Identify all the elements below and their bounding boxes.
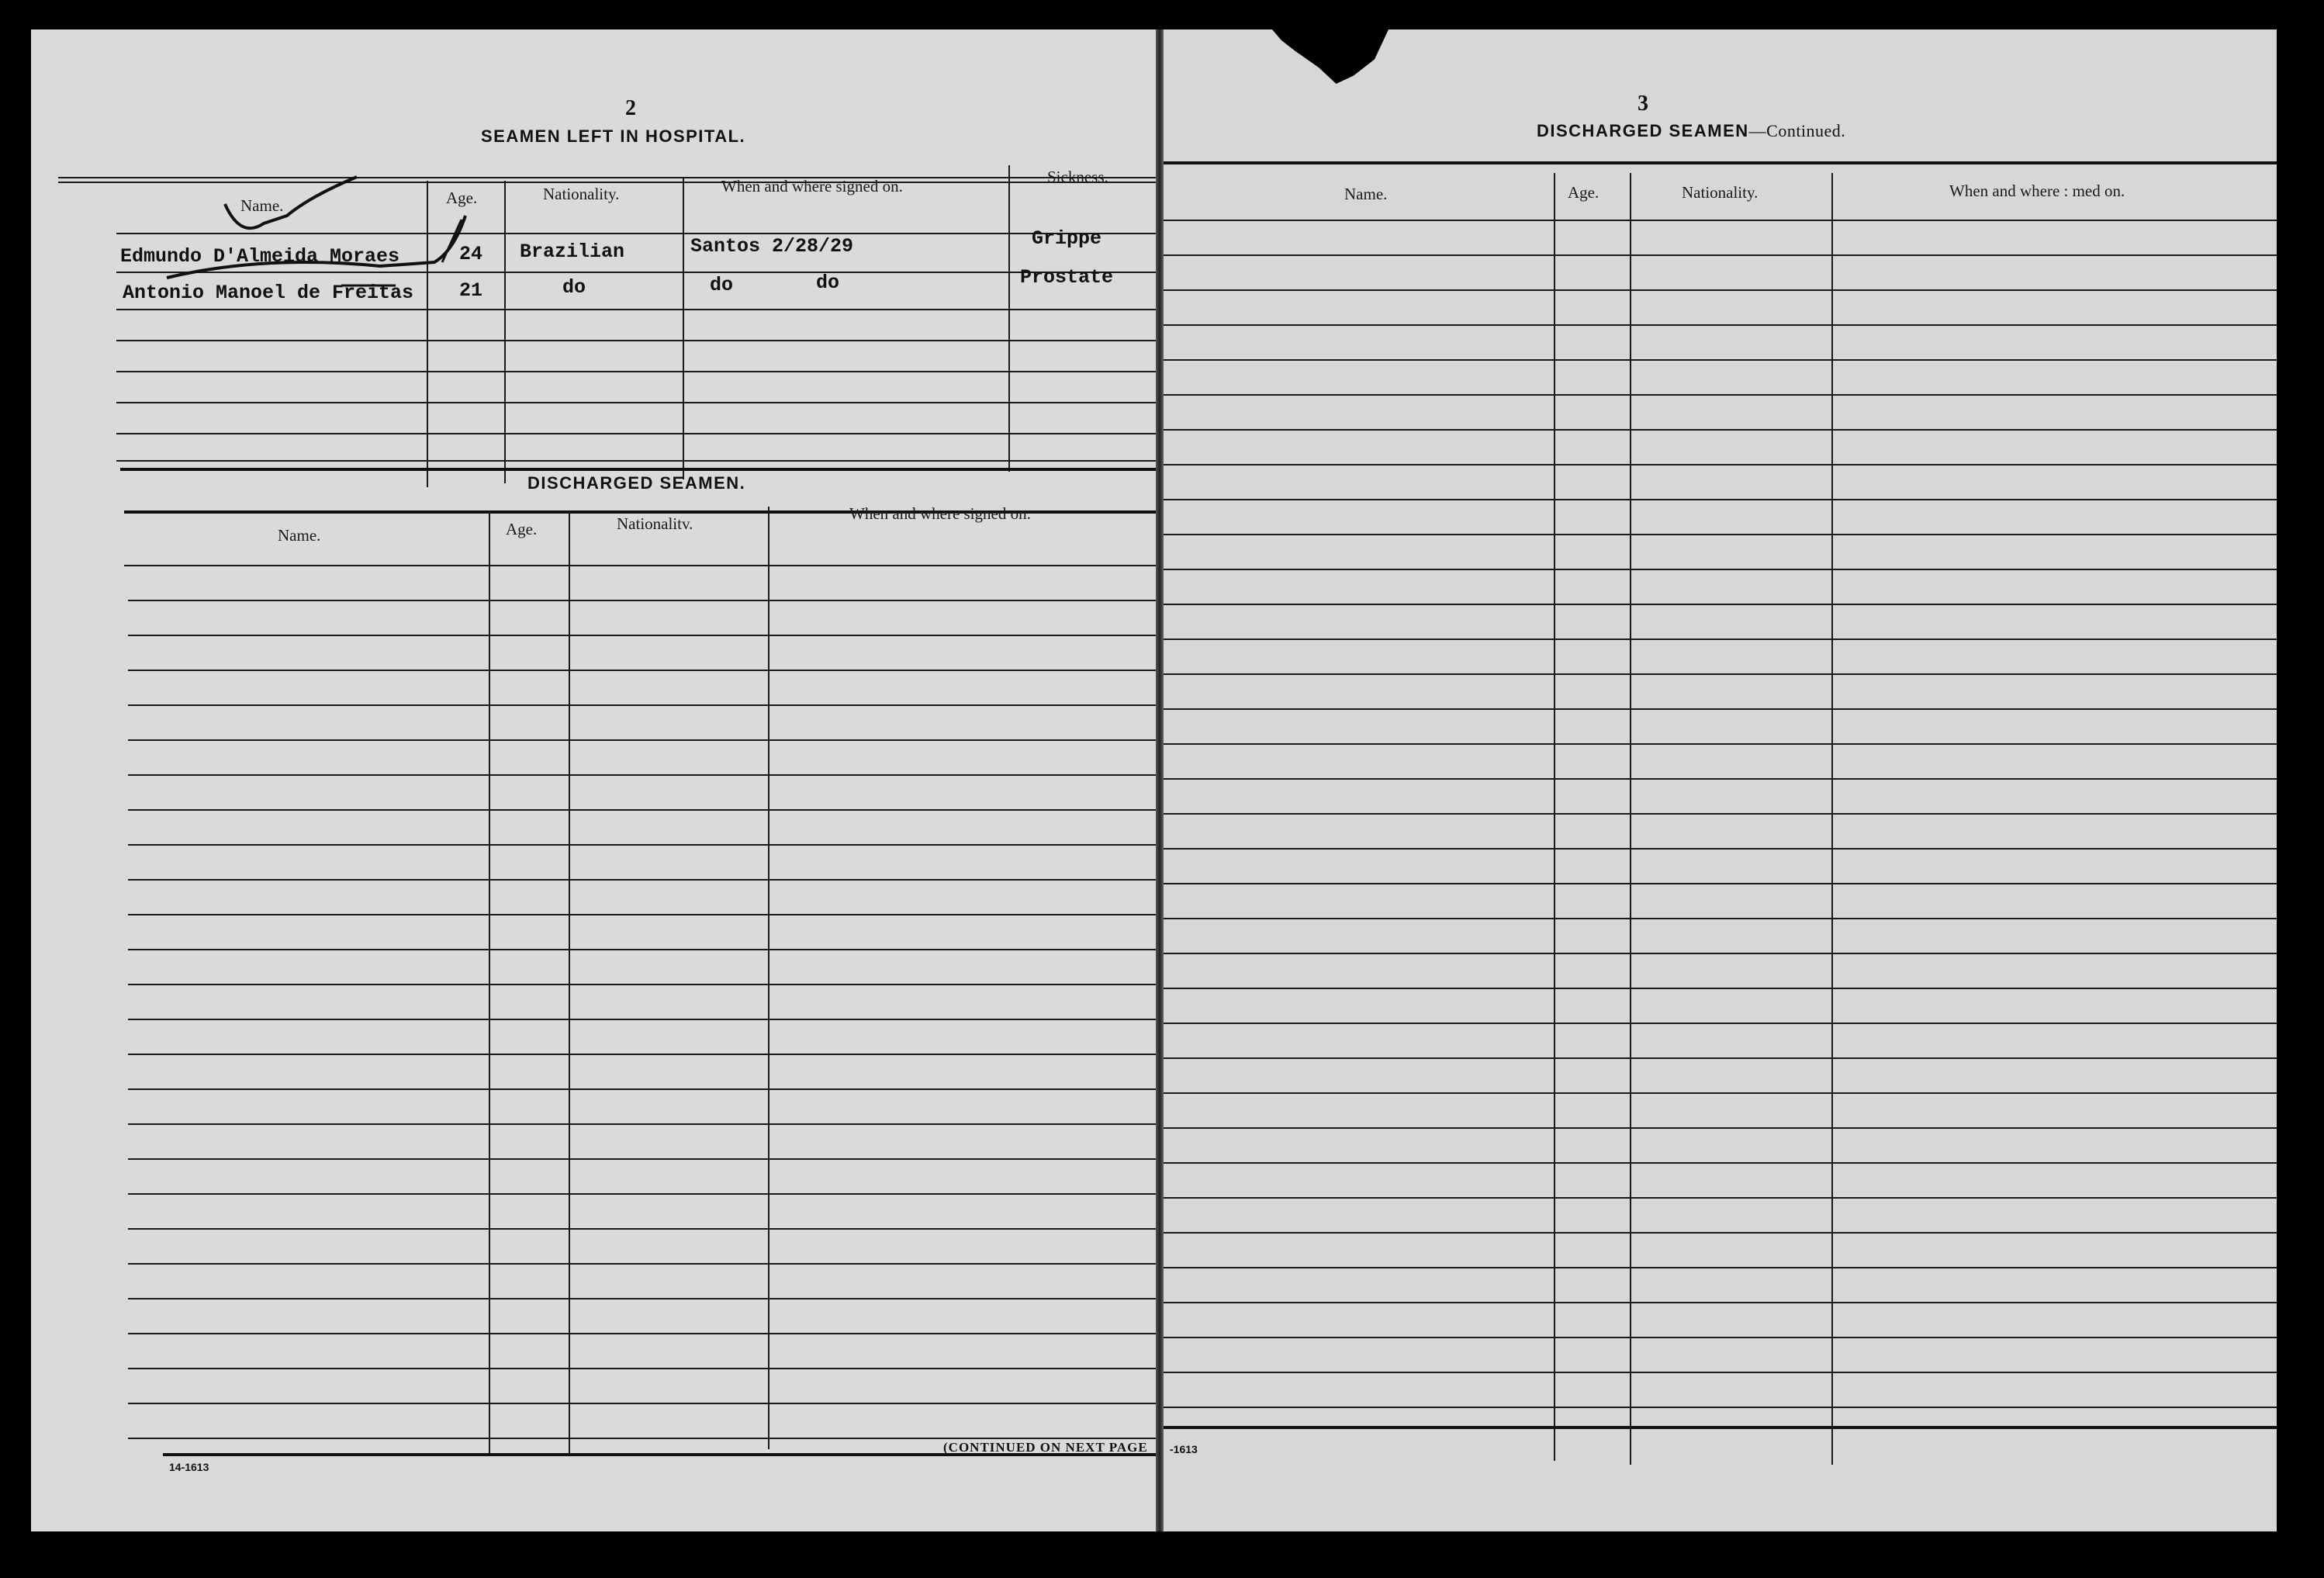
- hospital-row-1-signed-on: Santos 2/28/29: [690, 235, 854, 258]
- discharged-row-rule-3: [128, 670, 1156, 671]
- right-row-rule-14: [1158, 708, 2277, 710]
- right-row-rule-24: [1158, 1057, 2277, 1059]
- hospital-table-top-rule: [58, 177, 1156, 178]
- document-sheet: [31, 29, 2277, 1531]
- discharged-row-rule-1: [128, 600, 1156, 601]
- hospital-row-2-name: Antonio Manoel de Freitas: [123, 282, 414, 304]
- discharged-section-title: DISCHARGED SEAMEN.: [527, 473, 746, 493]
- hospital-row-2-age: 21: [459, 279, 483, 302]
- hospital-row-2-sickness: Prostate: [1020, 266, 1114, 289]
- page-number-right: 3: [1638, 92, 1649, 116]
- hospital-row-1-nationality: Brazilian: [520, 241, 625, 263]
- discharged-header-signed-on: When and where signed on.: [849, 504, 1031, 523]
- form-code-left: 14-1613: [169, 1461, 209, 1473]
- hospital-header-age: Age.: [446, 189, 478, 207]
- hospital-row-rule-6: [116, 433, 1156, 434]
- hospital-col-divider-4: [1008, 165, 1010, 472]
- right-row-rule-8: [1158, 499, 2277, 500]
- hospital-row-1-sickness: Grippe: [1032, 227, 1102, 250]
- right-row-rule-28: [1158, 1197, 2277, 1199]
- right-page: [1158, 29, 2277, 1531]
- discharged-col-divider-2: [569, 510, 570, 1453]
- hospital-table-top-rule-2: [58, 182, 1156, 183]
- right-row-rule-29: [1158, 1232, 2277, 1234]
- right-row-rule-10: [1158, 569, 2277, 570]
- right-row-rule-1: [1158, 254, 2277, 256]
- right-row-rule-33: [1158, 1372, 2277, 1373]
- hospital-row-2-nationality: do: [562, 276, 586, 299]
- right-header-bottom-rule: [1158, 220, 2277, 221]
- continued-note: (CONTINUED ON NEXT PAGE: [943, 1440, 1148, 1455]
- discharged-row-rule-19: [128, 1228, 1156, 1230]
- right-table-bottom-rule: [1158, 1426, 2277, 1429]
- right-row-rule-17: [1158, 813, 2277, 815]
- discharged-row-rule-15: [128, 1088, 1156, 1090]
- right-row-rule-12: [1158, 638, 2277, 640]
- discharged-row-rule-16: [128, 1123, 1156, 1125]
- discharged-row-rule-5: [128, 739, 1156, 741]
- discharged-row-rule-14: [128, 1054, 1156, 1055]
- right-row-rule-7: [1158, 464, 2277, 465]
- hospital-table-bottom-rule: [120, 468, 1156, 471]
- right-row-rule-11: [1158, 604, 2277, 605]
- discharged-row-rule-25: [128, 1438, 1156, 1439]
- hospital-header-nationality: Nationality.: [543, 185, 620, 203]
- right-header-signed-on: When and where : med on.: [1949, 182, 2125, 200]
- right-row-rule-3: [1158, 324, 2277, 326]
- left-page: [31, 29, 1158, 1531]
- discharged-row-rule-21: [128, 1298, 1156, 1299]
- discharged-header-name: Name.: [278, 526, 321, 545]
- hospital-row-2-signed-on-place: do: [710, 274, 734, 296]
- hospital-row-1-name: Edmundo D'Almeida Moraes: [120, 245, 400, 268]
- right-row-rule-31: [1158, 1302, 2277, 1303]
- right-header-name: Name.: [1344, 185, 1388, 203]
- right-row-rule-2: [1158, 289, 2277, 291]
- right-col-divider-3: [1831, 173, 1833, 1465]
- right-row-rule-26: [1158, 1127, 2277, 1129]
- page-fold: [1156, 29, 1164, 1531]
- right-section-title: [1537, 121, 1845, 141]
- discharged-row-rule-22: [128, 1333, 1156, 1334]
- right-section-title-main: DISCHARGED SEAMEN: [1537, 121, 1749, 140]
- right-section-title-continued: —Continued.: [1748, 121, 1846, 140]
- right-row-rule-19: [1158, 883, 2277, 884]
- right-row-rule-32: [1158, 1337, 2277, 1338]
- discharged-col-divider-3: [768, 507, 769, 1449]
- right-row-rule-5: [1158, 394, 2277, 396]
- right-row-rule-30: [1158, 1267, 2277, 1268]
- hospital-row-rule-2: [116, 309, 1156, 310]
- discharged-row-rule-18: [128, 1193, 1156, 1195]
- hospital-row-rule-1: [116, 272, 1156, 273]
- right-row-rule-6: [1158, 429, 2277, 431]
- right-table-top-rule: [1158, 161, 2277, 164]
- discharged-row-rule-13: [128, 1019, 1156, 1020]
- discharged-row-rule-8: [128, 844, 1156, 846]
- right-col-divider-2: [1630, 173, 1631, 1465]
- discharged-header-bottom-rule: [124, 565, 1156, 566]
- hospital-row-rule-7: [116, 460, 1156, 462]
- right-row-rule-22: [1158, 988, 2277, 989]
- right-row-rule-16: [1158, 778, 2277, 780]
- discharged-col-divider-1: [489, 510, 490, 1453]
- discharged-row-rule-12: [128, 984, 1156, 985]
- discharged-header-nationality: Nationalitv.: [617, 514, 693, 533]
- right-header-age: Age.: [1568, 183, 1599, 202]
- discharged-row-rule-7: [128, 809, 1156, 811]
- right-row-rule-9: [1158, 534, 2277, 535]
- discharged-row-rule-23: [128, 1368, 1156, 1369]
- page-number-left: 2: [625, 96, 637, 120]
- discharged-header-age: Age.: [506, 520, 538, 538]
- hospital-section-title: SEAMEN LEFT IN HOSPITAL.: [481, 126, 746, 146]
- right-row-rule-25: [1158, 1092, 2277, 1094]
- hospital-row-rule-4: [116, 371, 1156, 372]
- hospital-header-sickness: Sickness.: [1047, 168, 1108, 186]
- discharged-row-rule-9: [128, 879, 1156, 881]
- right-header-nationality: Nationality.: [1682, 183, 1759, 202]
- right-row-rule-18: [1158, 848, 2277, 850]
- hospital-row-rule-5: [116, 402, 1156, 403]
- right-row-rule-15: [1158, 743, 2277, 745]
- hospital-col-divider-2: [504, 181, 506, 483]
- right-row-rule-21: [1158, 953, 2277, 954]
- right-row-rule-13: [1158, 673, 2277, 675]
- hospital-header-bottom-rule: [116, 233, 1156, 234]
- hospital-header-signed-on: When and where signed on.: [721, 177, 903, 196]
- hospital-col-divider-1: [427, 181, 428, 487]
- discharged-row-rule-2: [128, 635, 1156, 636]
- hospital-row-1-age: 24: [459, 243, 483, 265]
- right-row-rule-34: [1158, 1407, 2277, 1408]
- discharged-row-rule-11: [128, 949, 1156, 950]
- discharged-row-rule-20: [128, 1263, 1156, 1265]
- form-code-right: -1613: [1170, 1443, 1198, 1455]
- discharged-row-rule-6: [128, 774, 1156, 776]
- hospital-row-2-signed-on-date: do: [816, 272, 840, 294]
- hospital-header-name: Name.: [240, 196, 284, 215]
- right-row-rule-4: [1158, 359, 2277, 361]
- discharged-row-rule-17: [128, 1158, 1156, 1160]
- discharged-row-rule-4: [128, 704, 1156, 706]
- discharged-row-rule-10: [128, 914, 1156, 915]
- right-row-rule-20: [1158, 918, 2277, 919]
- hospital-row-rule-3: [116, 340, 1156, 341]
- right-row-rule-27: [1158, 1162, 2277, 1164]
- right-row-rule-23: [1158, 1023, 2277, 1024]
- discharged-row-rule-24: [128, 1403, 1156, 1404]
